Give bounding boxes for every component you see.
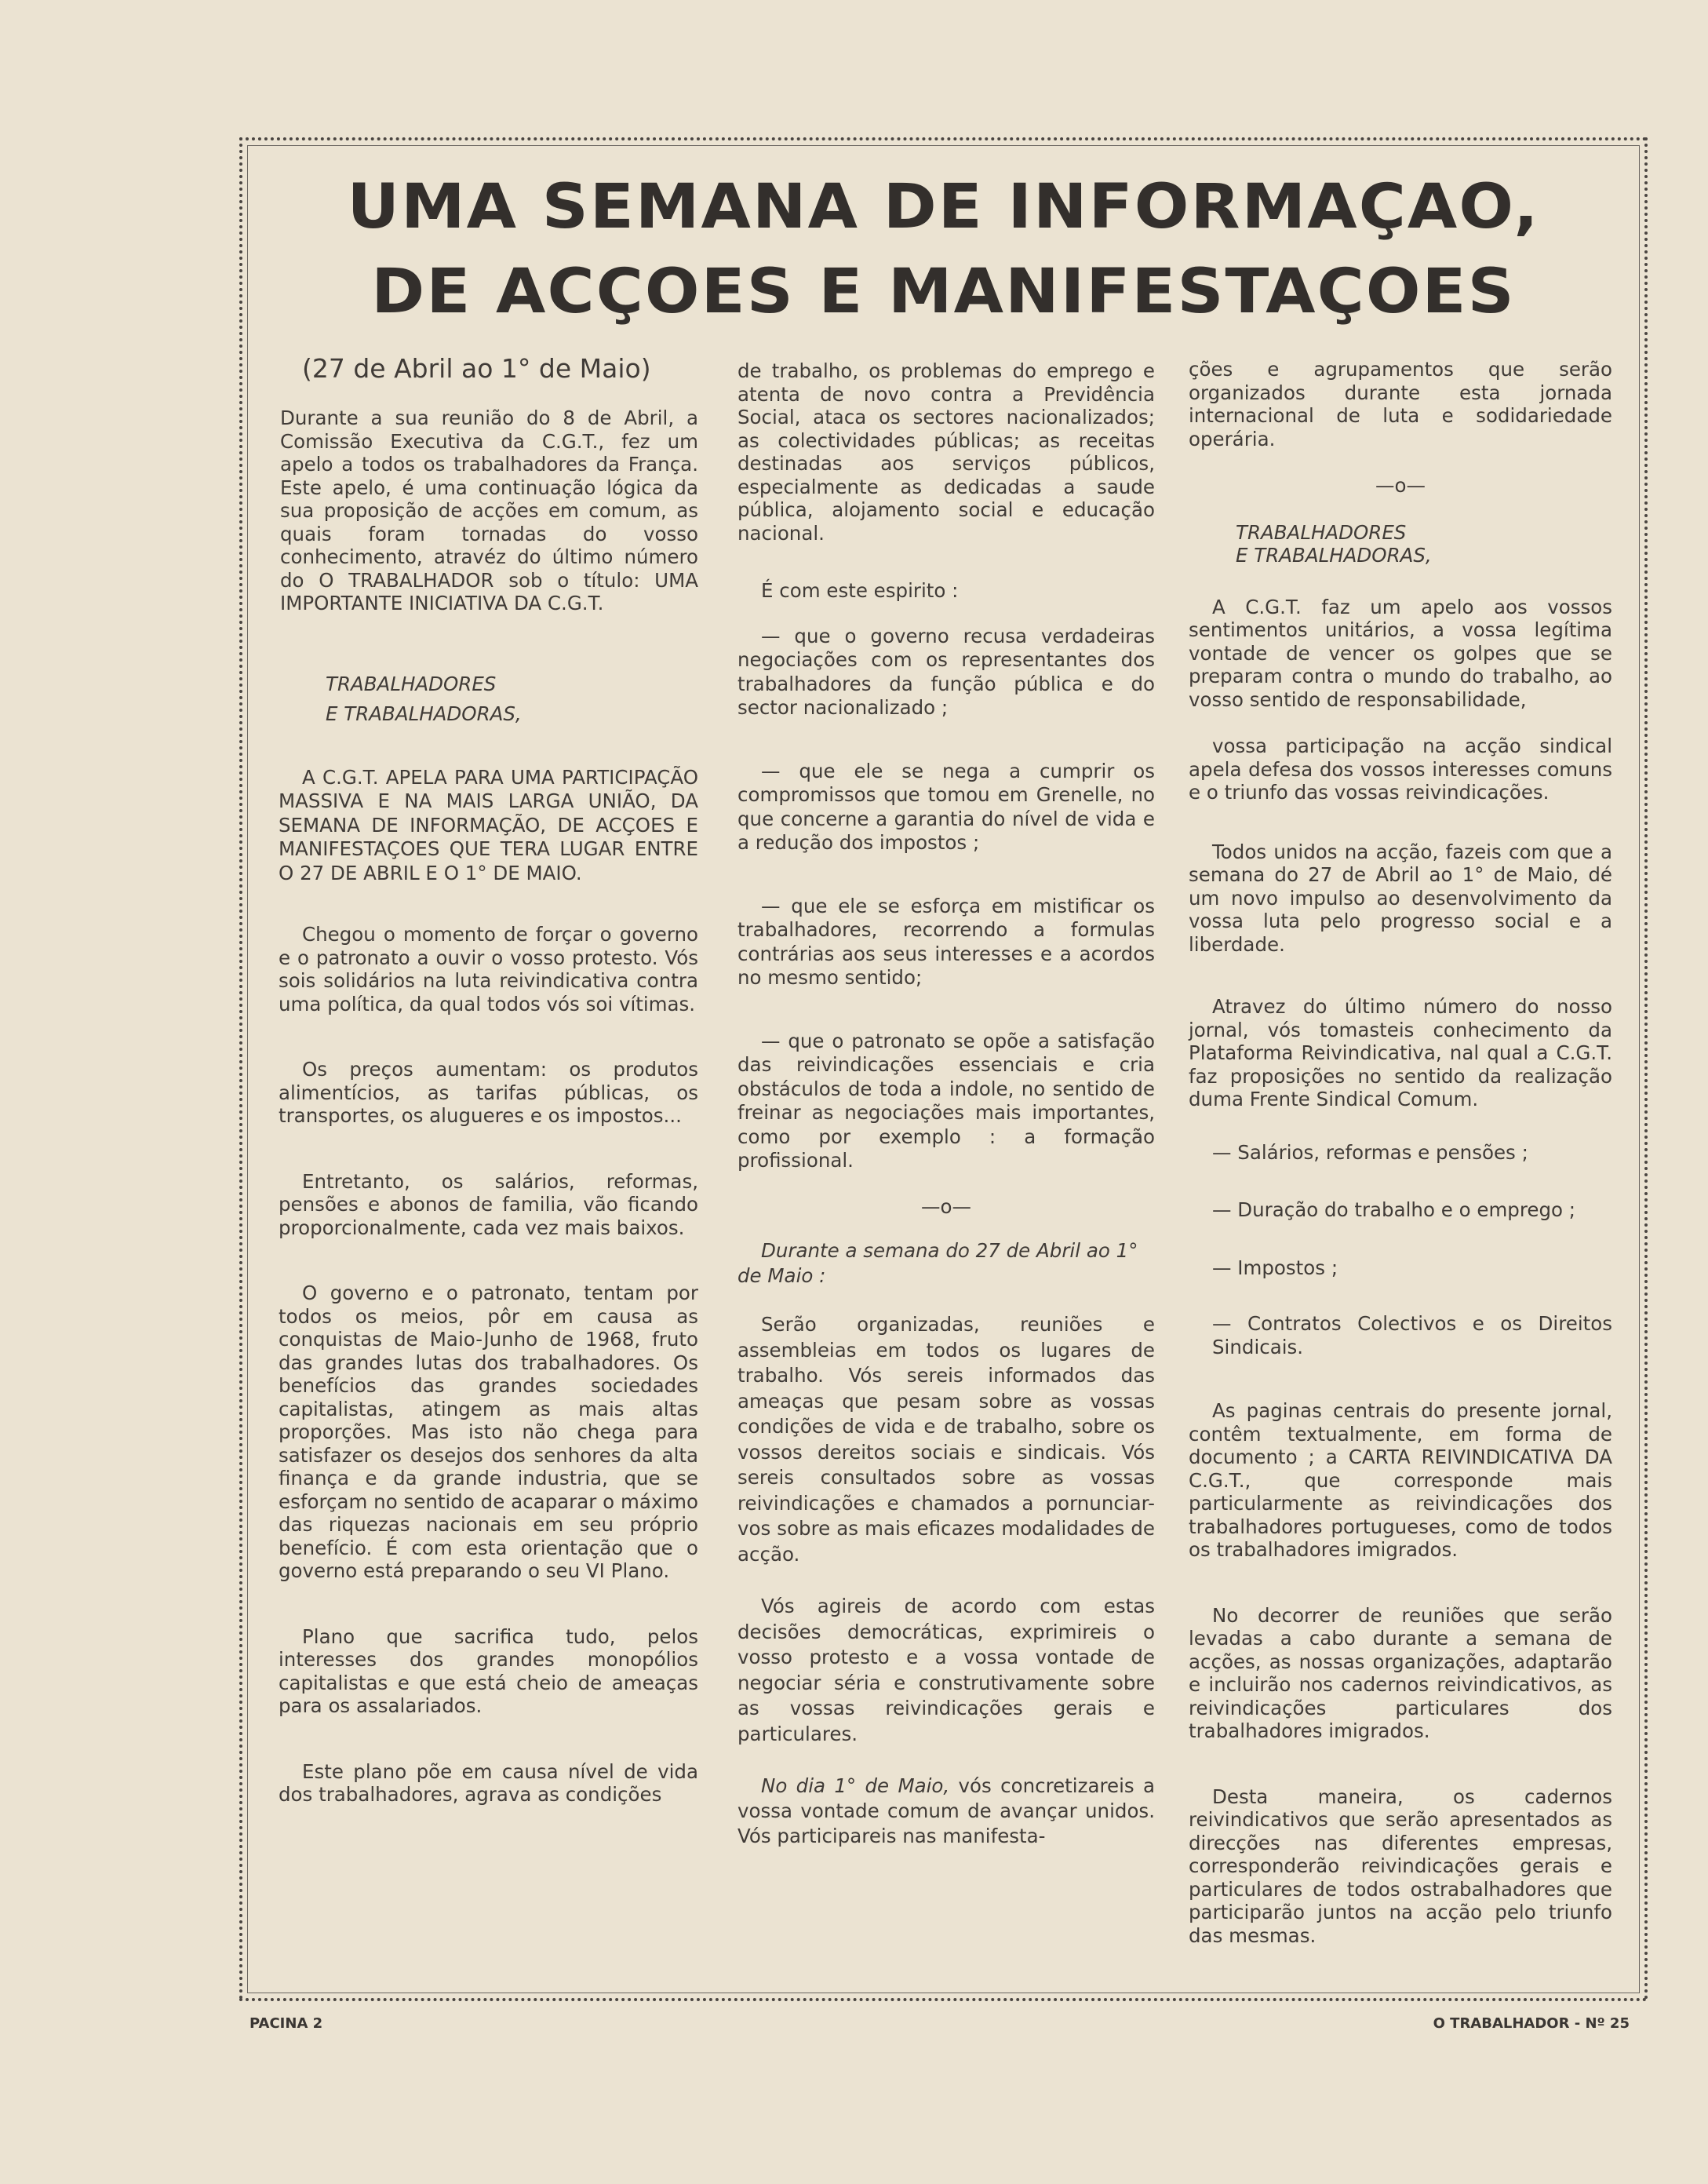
list-item: — Impostos ; bbox=[1212, 1256, 1338, 1279]
headline-line-1: UMA SEMANA DE INFORMAÇAO, bbox=[347, 172, 1540, 242]
paragraph: Durante a sua reunião do 8 de Abril, a Comissão Executiva da C.G.T., fez um apelo a todos os trabalhadores da França. Este apelo, é uma continuação lógica da sua proposição de acções em comum, as quais foram tornadas do vosso conhecimento, atravéz do último número do O TRABALHADOR sob o título: UMA IMPORTANTE INICIATIVA DA C.G.T. bbox=[280, 407, 698, 614]
paragraph-body: vós concretizareis a vossa vontade comum de avançar unidos. Vós participareis nas manifesta- bbox=[737, 1774, 1155, 1847]
paragraph: Entretanto, os salários, reformas, pensões e abonos de familia, vão ficando proporcionalmente, cada vez mais baixos. bbox=[279, 1169, 698, 1239]
paragraph: A C.G.T. APELA PARA UMA PARTICIPAÇÃO MASSIVA E NA MAIS LARGA UNIÃO, DA SEMANA DE INFORMAÇÃO, DE ACÇOES E MANIFESTAÇOES QUE TERA LUGAR ENTRE O 27 DE ABRIL E O 1° DE MAIO. bbox=[279, 765, 698, 884]
paragraph: Desta maneira, os cadernos reivindicativos que serão apresentados as direcções nas diferentes empresas, corresponderão reivindicações gerais e particulares de todos ostrabalhadores que participarão juntos na acção pelo triunfo das mesmas. bbox=[1189, 1785, 1612, 1947]
section-heading: E TRABALHADORAS, bbox=[326, 702, 522, 725]
paragraph: — que ele se esforça em mistificar os trabalhadores, recorrendo a formulas contrárias aos seus interesses e a acordos no mesmo sentido; bbox=[737, 894, 1155, 989]
paragraph: Serão organizadas, reuniões e assembleias em todos os lugares de trabalho. Vós sereis informados das ameaças que pesam sobre as vossas condições de vida e de trabalho, sobre os vossos dereitos sociais e sindicais. Vós sereis consultados sobre as vossas reivindicações e chamados a pornunciar-vos sobre as mais eficazes modalidades de acção. bbox=[737, 1313, 1155, 1566]
list-item: — Contratos Colectivos e os Direitos Sindicais. bbox=[1212, 1312, 1612, 1358]
list-item: — Salários, reformas e pensões ; bbox=[1212, 1140, 1528, 1164]
paragraph: No decorrer de reuniões que serão levadas a cabo durante a semana de acções, as nossas organizações, adaptarão e incluirão nos cadernos reivindicativos, as reivindicações particulares dos trabalhadores imigrados. bbox=[1189, 1603, 1612, 1742]
separator: —o— bbox=[921, 1194, 971, 1218]
section-heading: TRABALHADORES bbox=[326, 672, 497, 695]
headline bbox=[217, 165, 1670, 334]
paragraph: vossa participação na acção sindical apela defesa dos vossos interesses comuns e o triunfo das vossas reivindicações. bbox=[1189, 735, 1612, 804]
paragraph: Atravez do último número do nosso jornal, vós tomasteis conhecimento da Plataforma Reivindicativa, nal qual a C.G.T. faz proposições no sentido da realização duma Frente Sindical Comum. bbox=[1189, 995, 1612, 1110]
paragraph: de trabalho, os problemas do emprego e atenta de novo contra a Previdência Social, ataca os sectores nacionalizados; as colectividades públicas; as receitas destinadas aos serviços públicos, especialmente as dedicadas a saude pública, alojamento social e educação nacional. bbox=[737, 359, 1155, 545]
paragraph: Plano que sacrifica tudo, pelos interesses dos grandes monopólios capitalistas e que está cheio de ameaças para os assalariados. bbox=[279, 1624, 698, 1717]
publication-issue: O TRABALHADOR - Nº 25 bbox=[1433, 2015, 1630, 2032]
paragraph: — que ele se nega a cumprir os compromissos que tomou em Grenelle, no que concerne a garantia do nível de vida e a redução dos impostos ; bbox=[737, 759, 1155, 854]
paragraph-lead: No dia 1° de Maio, bbox=[761, 1774, 950, 1797]
paragraph: O governo e o patronato, tentam por todos os meios, pôr em causa as conquistas de Maio-Junho de 1968, fruto das grandes lutas dos trabalhadores. Os benefícios das grandes sociedades capitalistas, atingem as mais altas proporções. Mas isto não chega para satisfazer os desejos dos senhores da alta finança e da grande industria, que se esforçam no sentido de acaparar o máximo das riquezas nacionais em seu próprio benefício. É com esta orientação que o governo está preparando o seu VI Plano. bbox=[279, 1282, 698, 1582]
date-subhead: (27 de Abril ao 1° de Maio) bbox=[302, 353, 651, 384]
column-1 bbox=[279, 353, 698, 1807]
paragraph: Todos unidos na acção, fazeis com que a semana do 27 de Abril ao 1° de Maio, dé um novo impulso ao desenvolvimento da vossa luta pelo progresso social e a liberdade. bbox=[1189, 840, 1612, 956]
section-heading: TRABALHADORES bbox=[1236, 520, 1407, 544]
paragraph: Os preços aumentam: os produtos alimentícios, as tarifas públicas, os transportes, os alugueres e os impostos... bbox=[279, 1058, 698, 1127]
page-number: PACINA 2 bbox=[249, 2015, 323, 2032]
paragraph: — que o governo recusa verdadeiras negociações com os representantes dos trabalhadores da função pública e do sector nacionalizado ; bbox=[737, 624, 1155, 719]
paragraph: — que o patronato se opõe a satisfação das reivindicações essenciais e cria obstáculos de toda a indole, no sentido de freinar as negociações mais importantes, como por exemplo : a formação profissional. bbox=[737, 1029, 1155, 1172]
headline-line-2: DE ACÇOES E MANIFESTAÇOES bbox=[371, 257, 1516, 327]
paragraph: É com este espirito : bbox=[761, 579, 959, 602]
paragraph bbox=[737, 1774, 1155, 1849]
paragraph: A C.G.T. faz um apelo aos vossos sentimentos unitários, a vossa legítima vontade de vencer os golpes que se preparam contra o mundo do trabalho, ao vosso sentido de responsabilidade, bbox=[1189, 595, 1612, 711]
paragraph: Este plano põe em causa nível de vida dos trabalhadores, agrava as condições bbox=[279, 1759, 698, 1806]
separator: —o— bbox=[1375, 474, 1426, 497]
section-heading: E TRABALHADORAS, bbox=[1236, 544, 1432, 567]
paragraph: Vós agireis de acordo com estas decisões democráticas, exprimireis o vosso protesto e a vossa vontade de negociar séria e construtivamente sobre as vossas reivindicações gerais e particulares. bbox=[737, 1595, 1155, 1745]
paragraph: ções e agrupamentos que serão organizados durante esta jornada internacional de luta e sodidariedade operária. bbox=[1189, 358, 1612, 450]
paragraph: As paginas centrais do presente jornal, contêm textualmente, em forma de documento ; a CARTA REIVINDICATIVA DA C.G.T., que corresponde mais particularmente as reivindicações dos trabalhadores portugueses, como de todos os trabalhadores imigrados. bbox=[1189, 1399, 1612, 1561]
paragraph: Durante a semana do 27 de Abril ao 1° de Maio : bbox=[737, 1239, 1138, 1287]
column-3 bbox=[1189, 353, 1612, 1947]
column-2 bbox=[737, 353, 1155, 1849]
paragraph: Chegou o momento de forçar o governo e o patronato a ouvir o vosso protesto. Vós sois solidários na luta reivindicativa contra uma política, da qual todos vós soi vítimas. bbox=[279, 923, 698, 1015]
list-item: — Duração do trabalho e o emprego ; bbox=[1212, 1198, 1576, 1221]
